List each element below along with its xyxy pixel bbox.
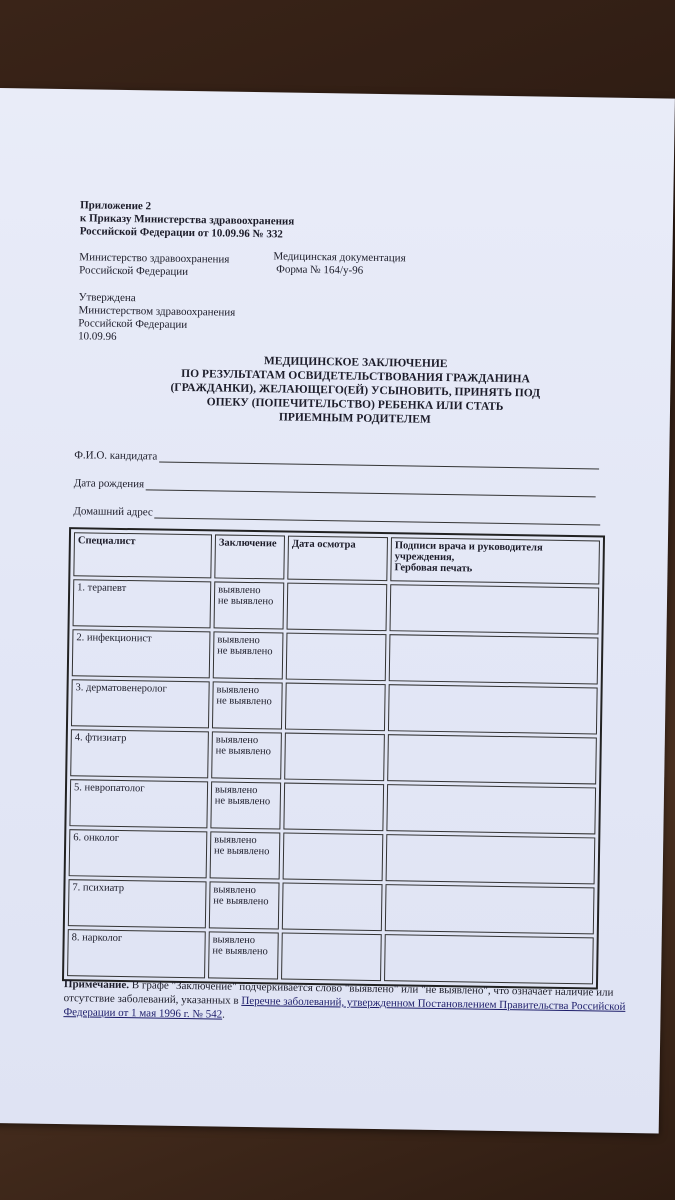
found-option[interactable]: выявлено bbox=[214, 834, 257, 847]
header-conclusion: Заключение bbox=[214, 534, 285, 579]
found-option[interactable]: выявлено bbox=[217, 634, 260, 647]
not-found-option[interactable]: не выявлено bbox=[215, 745, 272, 758]
not-found-option[interactable]: не выявлено bbox=[217, 595, 274, 608]
conclusion-cell[interactable] bbox=[213, 631, 284, 679]
not-found-option[interactable]: не выявлено bbox=[214, 795, 271, 808]
signature-cell[interactable] bbox=[385, 884, 595, 934]
found-option[interactable]: выявлено bbox=[216, 684, 260, 697]
signature-cell[interactable] bbox=[388, 684, 598, 734]
found-option[interactable]: выявлено bbox=[215, 734, 259, 747]
note-end: . bbox=[222, 1008, 226, 1021]
not-found-option[interactable]: не выявлено bbox=[213, 845, 270, 858]
header-signature-line: Подписи врача и руководителя bbox=[394, 540, 543, 554]
not-found-option[interactable]: не выявлено bbox=[212, 945, 268, 958]
table-row bbox=[68, 879, 595, 934]
found-option[interactable]: выявлено bbox=[212, 934, 256, 947]
not-found-option[interactable]: не выявлено bbox=[217, 645, 273, 658]
title-line: ОПЕКУ (ПОПЕЧИТЕЛЬСТВО) РЕБЕНКА ИЛИ СТАТЬ bbox=[206, 396, 504, 413]
conclusion-cell[interactable] bbox=[214, 581, 285, 629]
appendix-line: Российской Федерации от 10.09.96 № 332 bbox=[79, 225, 283, 241]
birth-date-field[interactable] bbox=[74, 477, 596, 497]
specialist-cell: 8. нарколог bbox=[67, 929, 206, 978]
conclusion-cell[interactable] bbox=[208, 931, 279, 979]
examination-table bbox=[62, 527, 605, 992]
specialist-cell: 4. фтизиатр bbox=[70, 729, 209, 778]
title-line: МЕДИЦИНСКОЕ ЗАКЛЮЧЕНИЕ bbox=[263, 355, 448, 371]
signature-cell[interactable] bbox=[384, 934, 594, 984]
specialist-cell: 5. невропатолог bbox=[69, 779, 208, 828]
table-row bbox=[70, 729, 597, 784]
footnote bbox=[63, 977, 634, 1028]
signature-cell[interactable] bbox=[386, 784, 596, 834]
form-number: Форма № 164/у-96 bbox=[276, 263, 364, 277]
approved-block bbox=[78, 291, 236, 345]
appendix-line: Приложение 2 bbox=[80, 199, 152, 213]
title-line: ПО РЕЗУЛЬТАТАМ ОСВИДЕТЕЛЬСТВОВАНИЯ ГРАЖДАНИНА bbox=[181, 367, 530, 386]
table-row bbox=[73, 579, 600, 634]
header-specialist: Специалист bbox=[73, 532, 212, 578]
table-row bbox=[71, 679, 598, 734]
conclusion-cell[interactable] bbox=[210, 781, 281, 829]
specialist-cell: 1. терапевт bbox=[73, 579, 212, 628]
conclusion-cell[interactable] bbox=[209, 881, 280, 929]
header-signature-line: учреждения, bbox=[394, 551, 455, 564]
header-signature bbox=[390, 537, 600, 584]
specialist-cell: 2. инфекционист bbox=[72, 629, 211, 678]
title-line: ПРИЕМНЫМ РОДИТЕЛЕМ bbox=[278, 411, 431, 426]
table-row bbox=[67, 929, 594, 984]
not-found-option[interactable]: не выявлено bbox=[213, 895, 269, 908]
exam-date-cell[interactable] bbox=[283, 833, 384, 882]
signature-cell[interactable] bbox=[386, 834, 596, 884]
document-info-block bbox=[273, 250, 406, 278]
appendix-line: к Приказу Министерства здравоохранения bbox=[79, 212, 295, 228]
not-found-option[interactable]: не выявлено bbox=[216, 695, 272, 708]
conclusion-cell[interactable] bbox=[211, 731, 282, 779]
header-exam-date: Дата осмотра bbox=[287, 536, 388, 582]
docinfo-line: Медицинская документация bbox=[273, 250, 406, 265]
exam-date-cell[interactable] bbox=[287, 583, 388, 632]
approved-line: Министерством здравоохранения bbox=[78, 304, 236, 319]
exam-date-cell[interactable] bbox=[282, 883, 383, 932]
specialist-cell: 6. онколог bbox=[69, 829, 208, 878]
ministry-line: Российской Федерации bbox=[79, 264, 189, 278]
approved-line: Утверждена bbox=[78, 291, 136, 305]
table-row bbox=[69, 829, 596, 884]
ministry-block bbox=[79, 251, 229, 279]
exam-date-cell[interactable] bbox=[284, 733, 385, 782]
candidate-name-line[interactable] bbox=[159, 451, 599, 470]
candidate-name-field[interactable] bbox=[74, 449, 599, 469]
home-address-field[interactable] bbox=[73, 505, 601, 525]
exam-date-cell[interactable] bbox=[281, 933, 382, 982]
birth-date-line[interactable] bbox=[146, 478, 596, 497]
table-header-row bbox=[73, 532, 600, 584]
table-row bbox=[69, 779, 596, 834]
home-address-label: Домашний адрес bbox=[73, 505, 153, 519]
header-signature-line: Гербовая печать bbox=[394, 562, 473, 575]
specialist-cell: 7. психиатр bbox=[68, 879, 207, 928]
birth-date-label: Дата рождения bbox=[73, 477, 145, 491]
signature-cell[interactable] bbox=[387, 734, 597, 784]
found-option[interactable]: выявлено bbox=[214, 784, 258, 797]
approved-date: 10.09.96 bbox=[78, 330, 117, 343]
exam-date-cell[interactable] bbox=[283, 783, 384, 832]
exam-date-cell[interactable] bbox=[286, 633, 387, 682]
document-title bbox=[155, 352, 556, 428]
appendix-block bbox=[80, 199, 295, 241]
signature-cell[interactable] bbox=[390, 584, 600, 634]
home-address-line[interactable] bbox=[155, 506, 601, 525]
approved-line: Российской Федерации bbox=[78, 317, 188, 331]
decree-link[interactable]: Перечне заболеваний, утвержденном Постановлением Правительства Российской Федерации от 1 мая 1996 г. № 542 bbox=[63, 994, 626, 1021]
conclusion-cell[interactable] bbox=[212, 681, 283, 729]
candidate-name-label: Ф.И.О. кандидата bbox=[74, 449, 158, 463]
found-option[interactable]: выявлено bbox=[213, 884, 256, 897]
title-line: (ГРАЖДАНКИ), ЖЕЛАЮЩЕГО(ЕЙ) УСЫНОВИТЬ, ПРИНЯТЬ ПОД bbox=[170, 381, 541, 400]
specialist-cell: 3. дерматовенеролог bbox=[71, 679, 210, 728]
table-row bbox=[72, 629, 599, 684]
ministry-line: Министерство здравоохранения bbox=[79, 251, 230, 266]
note-label: Примечание. bbox=[63, 978, 130, 992]
document-page bbox=[0, 88, 675, 1133]
found-option[interactable]: выявлено bbox=[218, 584, 261, 597]
signature-cell[interactable] bbox=[389, 634, 599, 684]
note-text: В графе "Заключение" подчеркивается слово "выявлено" или "не выявлено", что означает наличие или отсутствие заболеваний, указанных в bbox=[63, 979, 614, 1007]
exam-date-cell[interactable] bbox=[285, 683, 386, 732]
conclusion-cell[interactable] bbox=[210, 831, 281, 879]
